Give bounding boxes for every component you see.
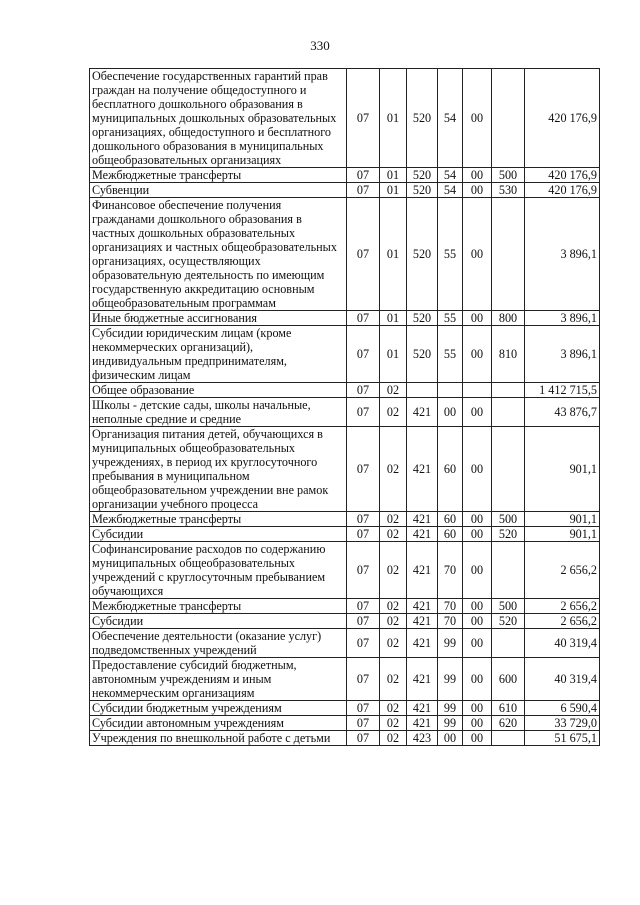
row-name: Обеспечение деятельности (оказание услуг) подведомственных учреждений (90, 629, 347, 658)
target-article-code: 421 (407, 527, 438, 542)
amount: 420 176,9 (525, 183, 600, 198)
subsection-code: 02 (380, 542, 407, 599)
target-article-code: 520 (407, 311, 438, 326)
target-item-code: 00 (438, 731, 463, 746)
target-item-code: 60 (438, 527, 463, 542)
target-subitem-code: 00 (463, 614, 492, 629)
budget-table (89, 68, 600, 746)
target-item-code: 55 (438, 326, 463, 383)
target-item-code: 99 (438, 629, 463, 658)
target-subitem-code: 00 (463, 658, 492, 701)
expense-type-code (492, 198, 525, 311)
expense-type-code: 500 (492, 168, 525, 183)
target-subitem-code: 00 (463, 183, 492, 198)
expense-type-code: 520 (492, 614, 525, 629)
row-name: Субсидии юридическим лицам (кроме некоммерческих организаций), индивидуальным предпринимателям, физическим лицам (90, 326, 347, 383)
table-row (90, 427, 600, 512)
target-item-code: 55 (438, 311, 463, 326)
table-row (90, 69, 600, 168)
expense-type-code: 530 (492, 183, 525, 198)
row-name: Межбюджетные трансферты (90, 168, 347, 183)
section-code: 07 (347, 168, 380, 183)
target-article-code: 421 (407, 427, 438, 512)
target-subitem-code: 00 (463, 542, 492, 599)
section-code: 07 (347, 527, 380, 542)
row-name: Субсидии бюджетным учреждениям (90, 701, 347, 716)
target-article-code: 421 (407, 542, 438, 599)
target-subitem-code: 00 (463, 599, 492, 614)
section-code: 07 (347, 326, 380, 383)
expense-type-code (492, 542, 525, 599)
row-name: Обеспечение государственных гарантий прав граждан на получение общедоступного и бесплатного дошкольного образования в муниципальных дошкольных образовательных организациях, общедоступного и бесплатного дошкольного образования в муниципальных общеобразовательных организациях (90, 69, 347, 168)
table-row (90, 383, 600, 398)
subsection-code: 01 (380, 198, 407, 311)
table-row (90, 658, 600, 701)
target-item-code: 60 (438, 427, 463, 512)
expense-type-code: 620 (492, 716, 525, 731)
section-code: 07 (347, 542, 380, 599)
target-subitem-code: 00 (463, 398, 492, 427)
section-code: 07 (347, 198, 380, 311)
table-row (90, 311, 600, 326)
subsection-code: 02 (380, 716, 407, 731)
amount: 2 656,2 (525, 614, 600, 629)
target-article-code: 421 (407, 629, 438, 658)
target-item-code: 54 (438, 69, 463, 168)
expense-type-code (492, 398, 525, 427)
target-article-code: 421 (407, 701, 438, 716)
target-item-code: 70 (438, 542, 463, 599)
target-item-code: 54 (438, 183, 463, 198)
target-article-code: 421 (407, 614, 438, 629)
subsection-code: 02 (380, 731, 407, 746)
target-subitem-code: 00 (463, 701, 492, 716)
amount: 420 176,9 (525, 69, 600, 168)
target-item-code: 99 (438, 716, 463, 731)
row-name: Общее образование (90, 383, 347, 398)
table-row (90, 183, 600, 198)
section-code: 07 (347, 599, 380, 614)
table-row (90, 326, 600, 383)
table-row (90, 542, 600, 599)
section-code: 07 (347, 512, 380, 527)
section-code: 07 (347, 629, 380, 658)
section-code: 07 (347, 427, 380, 512)
expense-type-code: 810 (492, 326, 525, 383)
section-code: 07 (347, 383, 380, 398)
row-name: Субсидии (90, 614, 347, 629)
subsection-code: 02 (380, 701, 407, 716)
subsection-code: 02 (380, 512, 407, 527)
section-code: 07 (347, 311, 380, 326)
amount: 1 412 715,5 (525, 383, 600, 398)
target-subitem-code: 00 (463, 512, 492, 527)
target-subitem-code: 00 (463, 731, 492, 746)
page-number: 330 (310, 38, 330, 53)
target-subitem-code: 00 (463, 427, 492, 512)
table-row (90, 701, 600, 716)
table-row (90, 527, 600, 542)
subsection-code: 02 (380, 383, 407, 398)
subsection-code: 01 (380, 168, 407, 183)
amount: 901,1 (525, 512, 600, 527)
target-item-code: 00 (438, 398, 463, 427)
amount: 40 319,4 (525, 629, 600, 658)
target-subitem-code: 00 (463, 326, 492, 383)
target-item-code: 70 (438, 614, 463, 629)
target-article-code: 421 (407, 398, 438, 427)
amount: 2 656,2 (525, 542, 600, 599)
amount: 901,1 (525, 527, 600, 542)
target-subitem-code: 00 (463, 69, 492, 168)
target-article-code: 421 (407, 658, 438, 701)
subsection-code: 02 (380, 614, 407, 629)
target-article-code (407, 383, 438, 398)
expense-type-code: 610 (492, 701, 525, 716)
subsection-code: 01 (380, 69, 407, 168)
target-article-code: 520 (407, 326, 438, 383)
expense-type-code (492, 731, 525, 746)
expense-type-code (492, 383, 525, 398)
subsection-code: 02 (380, 427, 407, 512)
table-row (90, 398, 600, 427)
expense-type-code: 500 (492, 599, 525, 614)
amount: 2 656,2 (525, 599, 600, 614)
subsection-code: 02 (380, 629, 407, 658)
table-row (90, 731, 600, 746)
target-subitem-code (463, 383, 492, 398)
amount: 40 319,4 (525, 658, 600, 701)
row-name: Иные бюджетные ассигнования (90, 311, 347, 326)
target-article-code: 421 (407, 599, 438, 614)
target-subitem-code: 00 (463, 168, 492, 183)
subsection-code: 01 (380, 311, 407, 326)
row-name: Субсидии (90, 527, 347, 542)
section-code: 07 (347, 701, 380, 716)
target-article-code: 520 (407, 183, 438, 198)
amount: 43 876,7 (525, 398, 600, 427)
subsection-code: 02 (380, 658, 407, 701)
row-name: Учреждения по внешкольной работе с детьми (90, 731, 347, 746)
section-code: 07 (347, 183, 380, 198)
amount: 3 896,1 (525, 311, 600, 326)
target-item-code: 99 (438, 701, 463, 716)
target-item-code: 54 (438, 168, 463, 183)
table-row (90, 512, 600, 527)
row-name: Субсидии автономным учреждениям (90, 716, 347, 731)
row-name: Межбюджетные трансферты (90, 599, 347, 614)
target-subitem-code: 00 (463, 629, 492, 658)
target-article-code: 423 (407, 731, 438, 746)
target-subitem-code: 00 (463, 527, 492, 542)
amount: 3 896,1 (525, 198, 600, 311)
target-subitem-code: 00 (463, 311, 492, 326)
row-name: Софинансирование расходов по содержанию муниципальных общеобразовательных учреждений с круглосуточным пребыванием обучающихся (90, 542, 347, 599)
target-article-code: 520 (407, 168, 438, 183)
amount: 901,1 (525, 427, 600, 512)
expense-type-code: 500 (492, 512, 525, 527)
table-row (90, 168, 600, 183)
row-name: Школы - детские сады, школы начальные, неполные средние и средние (90, 398, 347, 427)
subsection-code: 02 (380, 527, 407, 542)
expense-type-code: 600 (492, 658, 525, 701)
target-item-code: 99 (438, 658, 463, 701)
table-row (90, 599, 600, 614)
table-row (90, 198, 600, 311)
section-code: 07 (347, 69, 380, 168)
row-name: Финансовое обеспечение получения гражданами дошкольного образования в частных дошкольных образовательных организациях и частных общеобразовательных организациях, осуществляющих образовательную деятельность по имеющим государственную аккредитацию основным общеобразовательным программам (90, 198, 347, 311)
expense-type-code (492, 69, 525, 168)
amount: 6 590,4 (525, 701, 600, 716)
expense-type-code: 800 (492, 311, 525, 326)
subsection-code: 02 (380, 398, 407, 427)
section-code: 07 (347, 398, 380, 427)
row-name: Предоставление субсидий бюджетным, автономным учреждениям и иным некоммерческим организациям (90, 658, 347, 701)
row-name: Организация питания детей, обучающихся в муниципальных общеобразовательных учреждениях, в период их круглосуточного пребывания в муниципальном общеобразовательном учреждении вне рамок организации учебного процесса (90, 427, 347, 512)
target-article-code: 520 (407, 69, 438, 168)
section-code: 07 (347, 731, 380, 746)
row-name: Межбюджетные трансферты (90, 512, 347, 527)
target-item-code: 70 (438, 599, 463, 614)
target-article-code: 421 (407, 716, 438, 731)
target-subitem-code: 00 (463, 716, 492, 731)
target-item-code (438, 383, 463, 398)
table-row (90, 614, 600, 629)
target-article-code: 421 (407, 512, 438, 527)
table-row (90, 716, 600, 731)
subsection-code: 02 (380, 599, 407, 614)
amount: 33 729,0 (525, 716, 600, 731)
subsection-code: 01 (380, 183, 407, 198)
amount: 420 176,9 (525, 168, 600, 183)
expense-type-code (492, 427, 525, 512)
section-code: 07 (347, 658, 380, 701)
target-item-code: 60 (438, 512, 463, 527)
section-code: 07 (347, 614, 380, 629)
expense-type-code: 520 (492, 527, 525, 542)
subsection-code: 01 (380, 326, 407, 383)
row-name: Субвенции (90, 183, 347, 198)
target-subitem-code: 00 (463, 198, 492, 311)
section-code: 07 (347, 716, 380, 731)
amount: 51 675,1 (525, 731, 600, 746)
amount: 3 896,1 (525, 326, 600, 383)
target-item-code: 55 (438, 198, 463, 311)
target-article-code: 520 (407, 198, 438, 311)
expense-type-code (492, 629, 525, 658)
table-row (90, 629, 600, 658)
